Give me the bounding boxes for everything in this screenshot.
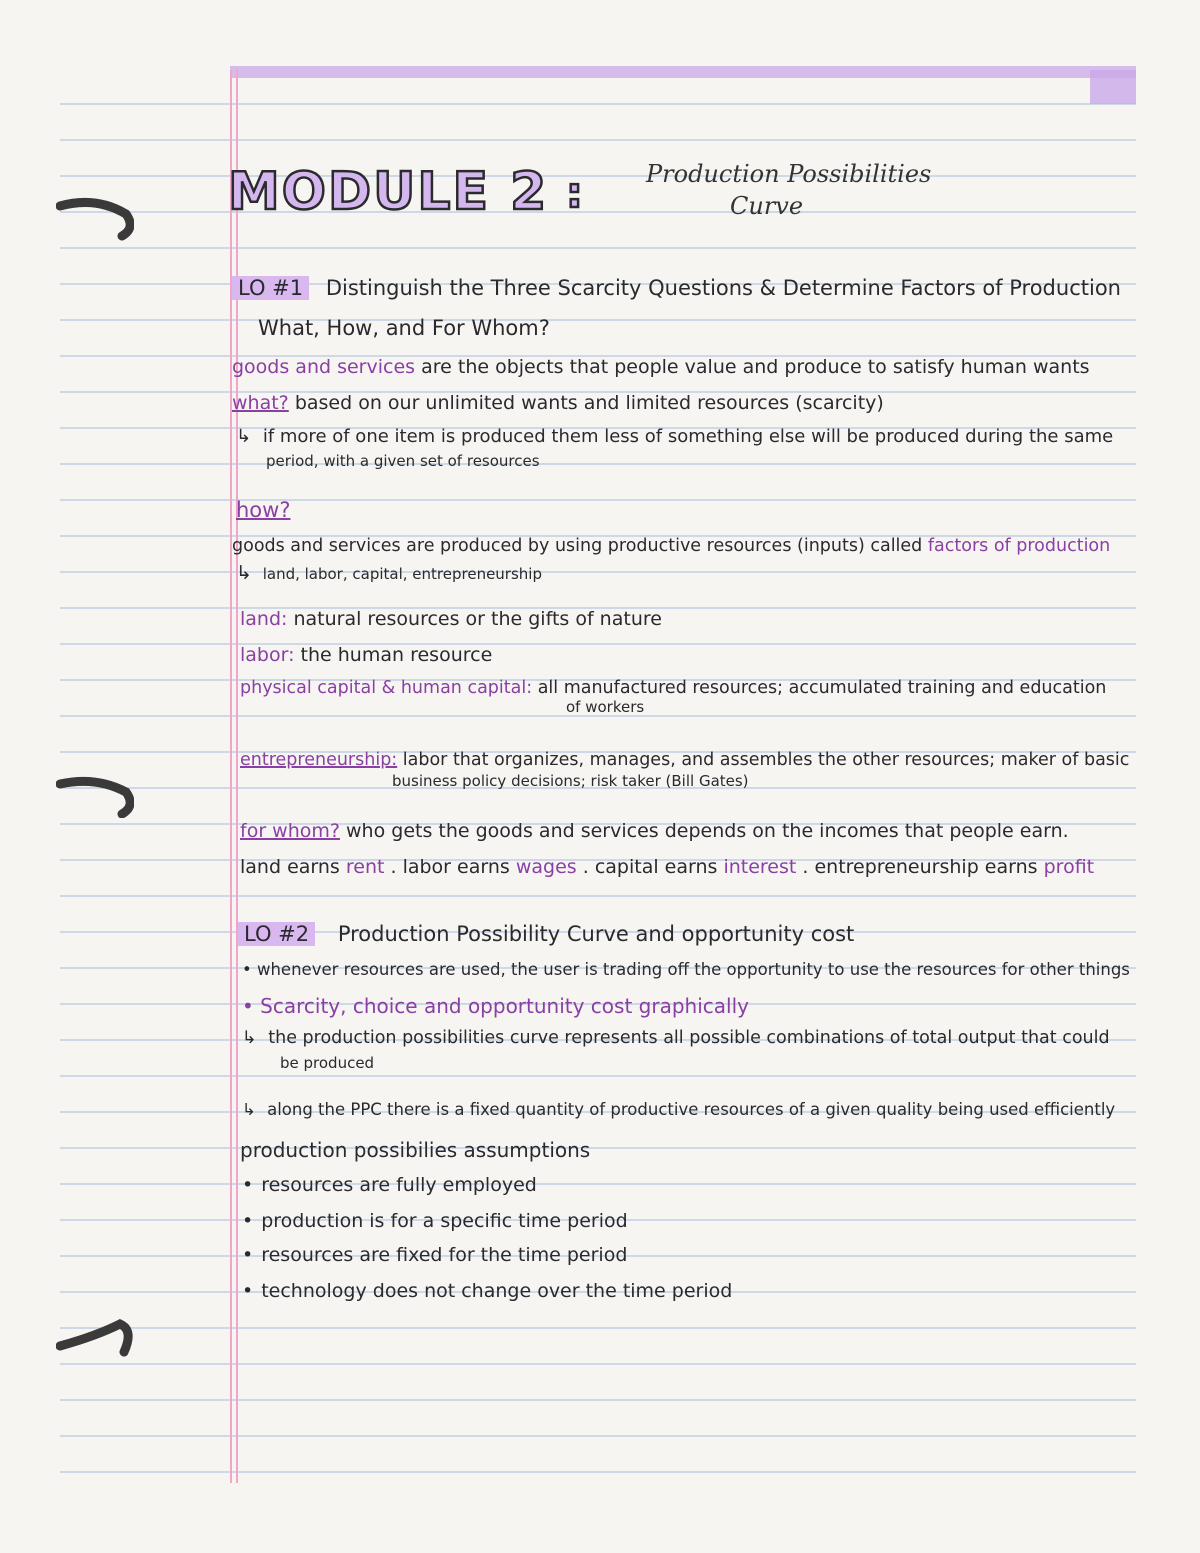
bullet-icon: • — [242, 960, 252, 979]
bullet-icon: • — [242, 1174, 254, 1196]
arrow-icon: ↳ — [236, 562, 252, 584]
goods-term: goods and services — [232, 356, 416, 378]
interest-term: interest — [723, 856, 797, 878]
rent-term: rent — [345, 856, 385, 878]
how-text: goods and services are produced by using productive resources (inputs) called — [232, 536, 923, 556]
what-note-line1: if more of one item is produced them less of something else will be produced during the same — [262, 426, 1114, 447]
labor-text: the human resource — [300, 644, 493, 666]
lo1-heading: Distinguish the Three Scarcity Questions & Determine Factors of Production — [325, 276, 1121, 300]
assumption-item — [242, 1246, 627, 1265]
lo1-questions: What, How, and For Whom? — [258, 316, 550, 340]
module-subtitle-line1: Production Possibilities — [646, 160, 932, 188]
lo2-bullet2: Scarcity, choice and opportunity cost graphically — [260, 994, 749, 1018]
arrow-icon: ↳ — [242, 1100, 256, 1119]
entrepreneurship-term: entrepreneurship: — [240, 750, 398, 770]
title-colon: : — [566, 168, 585, 217]
ppc-line1: the production possibilities curve represents all possible combinations of total output that could — [268, 1028, 1110, 1048]
assumption-item — [242, 1176, 537, 1195]
assumption-item — [242, 1282, 732, 1301]
lo2-tag: LO #2 — [238, 922, 315, 946]
what-text: based on our unlimited wants and limited resources (scarcity) — [294, 392, 884, 414]
capital-text: all manufactured resources; accumulated training and education — [537, 678, 1107, 698]
how-term: how? — [236, 498, 291, 522]
forwhom-text: who gets the goods and services depends on the incomes that people earn. — [346, 820, 1069, 842]
capital-text-line2: of workers — [566, 698, 645, 716]
bullet-icon: • — [242, 1244, 254, 1266]
arrow-icon: ↳ — [242, 1028, 257, 1048]
land-term: land: — [240, 608, 288, 630]
arrow-icon: ↳ — [236, 426, 252, 447]
earn-entrepreneurship-text: . entrepreneurship earns — [802, 856, 1038, 878]
bullet-icon: • — [242, 1280, 254, 1302]
corner-tab — [1090, 70, 1136, 104]
earn-labor-text: . labor earns — [390, 856, 510, 878]
module-title: MODULE 2 — [228, 162, 549, 222]
wages-term: wages — [515, 856, 577, 878]
binder-ring-icon — [56, 196, 134, 244]
labor-term: labor: — [240, 644, 295, 666]
lo2-bullet1: whenever resources are used, the user is trading off the opportunity to use the resources for other things — [256, 960, 1130, 979]
binder-ring-icon — [56, 1316, 134, 1364]
land-text: natural resources or the gifts of nature — [293, 608, 662, 630]
ppc-line2: be produced — [280, 1054, 375, 1072]
assumption-text: production is for a specific time period — [261, 1210, 628, 1232]
earn-land-text: land earns — [240, 856, 340, 878]
bullet-icon: • — [242, 994, 254, 1018]
assumption-item — [242, 1212, 628, 1231]
assumptions-heading: production possibilies assumptions — [240, 1138, 591, 1162]
factors-of-production-term: factors of production — [927, 536, 1111, 556]
assumption-text: technology does not change over the time period — [261, 1280, 733, 1302]
ppc-fixed: along the PPC there is a fixed quantity of productive resources of a given quality being used efficiently — [267, 1100, 1116, 1119]
binder-ring-icon — [56, 770, 134, 818]
lo1-tag: LO #1 — [232, 276, 309, 300]
top-highlight-strip — [230, 66, 1136, 78]
module-subtitle-line2: Curve — [730, 192, 804, 220]
what-note-line2: period, with a given set of resources — [266, 452, 540, 470]
entrepreneurship-text: labor that organizes, manages, and assembles the other resources; maker of basic — [402, 750, 1130, 770]
forwhom-term: for whom? — [240, 820, 340, 842]
earn-capital-text: . capital earns — [582, 856, 718, 878]
bullet-icon: • — [242, 1210, 254, 1232]
goods-text: are the objects that people value and produce to satisfy human wants — [421, 356, 1090, 378]
lo2-heading: Production Possibility Curve and opportunity cost — [337, 922, 855, 946]
assumption-text: resources are fixed for the time period — [261, 1244, 628, 1266]
how-list: land, labor, capital, entrepreneurship — [262, 565, 542, 583]
what-term: what? — [232, 392, 289, 414]
capital-term: physical capital & human capital: — [240, 678, 533, 698]
profit-term: profit — [1043, 856, 1095, 878]
entrepreneurship-text-line2: business policy decisions; risk taker (Bill Gates) — [392, 772, 749, 790]
assumption-text: resources are fully employed — [261, 1174, 537, 1196]
